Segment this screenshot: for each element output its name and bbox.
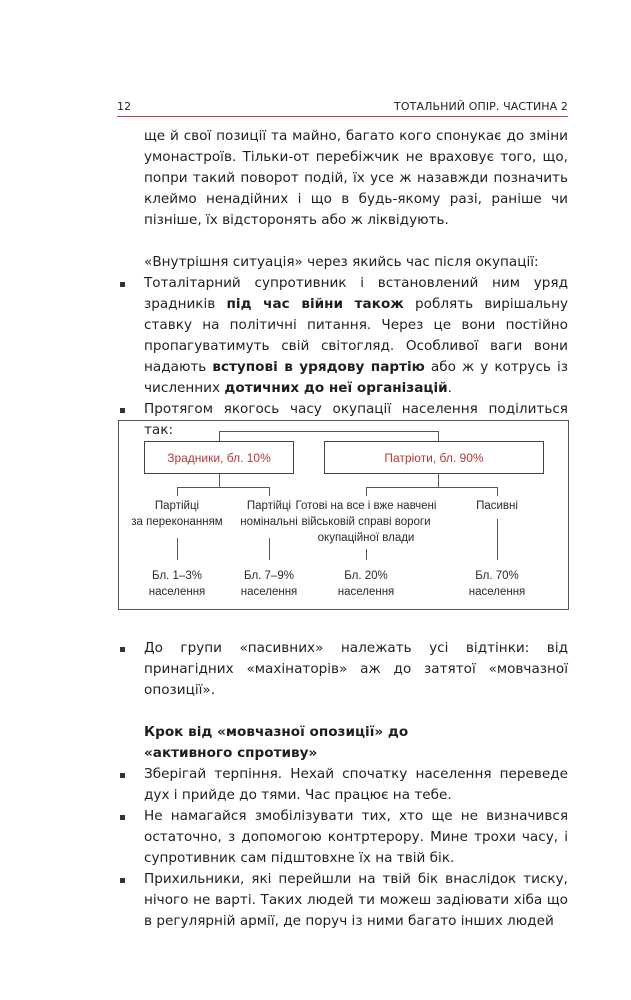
connector-line (269, 487, 270, 496)
population-diagram (118, 420, 569, 610)
subgroup-label: Пасивні (476, 500, 518, 512)
connector-line (219, 431, 220, 441)
running-title: ТОТАЛЬНИЙ ОПІР. ЧАСТИНА 2 (394, 100, 568, 113)
connector-line (177, 487, 270, 488)
bullet-list-passive (117, 638, 568, 701)
connector-line (366, 487, 498, 488)
page-number: 12 (117, 100, 132, 113)
connector-line (269, 538, 270, 560)
situation-lead: «Внутрішня ситуація» через якийсь час після окупації: (144, 254, 539, 270)
connector-line (366, 549, 367, 560)
group-box-traitors: Зрадники, бл. 10% (144, 441, 294, 474)
connector-line (366, 487, 367, 496)
connector-line (438, 431, 439, 441)
list-item: Тоталітарний супротивник і встановлений ним уряд зрадників під час війни також роблять вирішальну ставку на політичні питання. Через це вони постійно пропагуватимуть свій світогляд. Особливої ваги вони надають вступові в урядову партію або ж у котрусь із численних дотичних до неї організацій. (117, 273, 568, 399)
connector-line (177, 487, 178, 496)
bullet-list-situation (117, 273, 568, 441)
share-label: Бл. 70% населення (468, 570, 526, 598)
subgroup-label: Партійці за переконанням (131, 500, 223, 528)
list-item: Прихильники, які перейшли на твій бік внаслідок тиску, нічого не варті. Таких людей ти можеш задіювати хіба що в регулярній армії, де поруч із ними багато інших людей (117, 869, 568, 932)
connector-line (497, 519, 498, 560)
section-heading: Крок від «мовчазної опозиції» до «активного спротиву» (144, 724, 409, 761)
connector-line (497, 487, 498, 496)
list-item: Не намагайся змобілізувати тих, хто ще не визначився остаточно, з допомогою контртерору. Мине трохи часу, і супротивник сам підштовхне їх на твій бік. (117, 806, 568, 869)
list-item: Зберігай терпіння. Нехай спочатку населення переведе дух і прийде до тями. Час працює на тебе. (117, 764, 568, 806)
intro-paragraph: ще й свої позиції та майно, багато кого спонукає до зміни умонастроїв. Тільки-от перебіжчик не враховує того, що, попри такий поворот подій, їх усе ж назавжди позначить клеймо ненадійних і що в будь-якому разі, раніше чи пізніше, їх відсторонять або ж ліквідують. (144, 128, 568, 228)
share-label: Бл. 1–3% населення (148, 570, 206, 598)
list-item: До групи «пасивних» належать усі відтінки: від принагідних «махінаторів» аж до затятої «мовчазної опозиції». (117, 638, 568, 701)
share-label: Бл. 20% населення (337, 570, 395, 598)
connector-line (438, 473, 439, 487)
subgroup-label: Готові на все і вже навчені військовій справі вороги окупаційної влади (295, 500, 437, 544)
subgroup-label: Партійці номінальні (240, 500, 298, 528)
running-head (117, 93, 568, 117)
bullet-list-steps (117, 764, 568, 932)
group-box-patriots: Патріоти, бл. 90% (324, 441, 544, 474)
connector-line (219, 431, 438, 432)
list-item: Протягом якогось часу окупації населення поділиться так: (117, 399, 568, 441)
share-label: Бл. 7–9% населення (240, 570, 298, 598)
connector-line (177, 538, 178, 560)
connector-line (219, 473, 220, 487)
